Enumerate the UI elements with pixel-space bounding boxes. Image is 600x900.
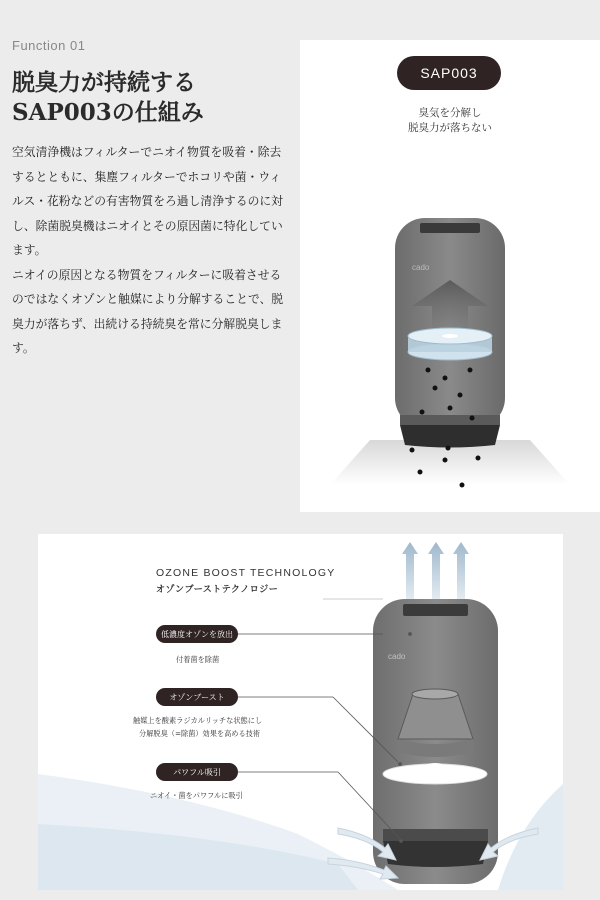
device-top-grille bbox=[403, 604, 468, 616]
bottom-grille bbox=[400, 425, 500, 448]
bottom-band bbox=[400, 415, 500, 425]
top-caption-line-2: 脱臭力が落ちない bbox=[408, 122, 492, 134]
intro-paragraph-1: 空気清浄機はフィルターでニオイ物質を吸着・除去するとともに、集塵フィルターでホコリや菌・ウィルス・花粉などの有害物質をろ過し清浄するのに対し、除菌脱臭機はニオイとその原因菌に特化しています。 bbox=[12, 145, 283, 257]
device-logo: cado bbox=[412, 263, 430, 272]
intro-body bbox=[12, 140, 292, 361]
ozone-title-en: OZONE BOOST TECHNOLOGY bbox=[156, 567, 336, 579]
feature-desc-ozone-release: 付着菌を除菌 bbox=[176, 655, 220, 664]
feature-desc-ozone-boost bbox=[133, 714, 262, 740]
section-kicker: Function 01 bbox=[12, 38, 86, 53]
feature-desc-ozone-boost-line-1: 触媒上を酸素ラジカルリッチな状態にし bbox=[133, 716, 263, 725]
airflow-wave-3 bbox=[498, 784, 563, 890]
headline-line-2: SAP003の仕組み bbox=[12, 99, 204, 126]
top-illustration-panel bbox=[300, 40, 600, 512]
ozone-boost-panel bbox=[38, 534, 563, 890]
headline-line-1: 脱臭力が持続する bbox=[12, 69, 196, 96]
ozone-title-ja: オゾンブーストテクノロジー bbox=[156, 585, 279, 595]
top-grille bbox=[420, 223, 480, 233]
feature-tag-ozone-release: 低濃度オゾンを放出 bbox=[156, 625, 238, 643]
intro-paragraph-2: ニオイの原因となる物質をフィルターに吸着させるのではなくオゾンと触媒により分解することで、脱臭力が落ちず、出続ける持続臭を常に分解脱臭します。 bbox=[12, 267, 284, 355]
feature-desc-powerful-intake: ニオイ・菌をパワフルに吸引 bbox=[150, 791, 243, 800]
device-logo-bottom: cado bbox=[388, 652, 406, 661]
ozone-boost-illustration bbox=[38, 534, 563, 890]
top-caption-line-1: 臭気を分解し bbox=[418, 107, 482, 119]
page-headline bbox=[12, 68, 204, 128]
feature-tag-powerful-intake: パワフル吸引 bbox=[156, 763, 238, 781]
feature-tag-ozone-boost: オゾンブースト bbox=[156, 688, 238, 706]
feature-desc-ozone-boost-line-2: 分解脱臭（=除菌）効果を高める技術 bbox=[139, 729, 261, 738]
device-bottom-grille bbox=[383, 841, 488, 867]
device-illustration-top bbox=[300, 40, 600, 512]
device-bottom-band bbox=[383, 829, 488, 841]
model-badge: SAP003 bbox=[397, 56, 501, 90]
